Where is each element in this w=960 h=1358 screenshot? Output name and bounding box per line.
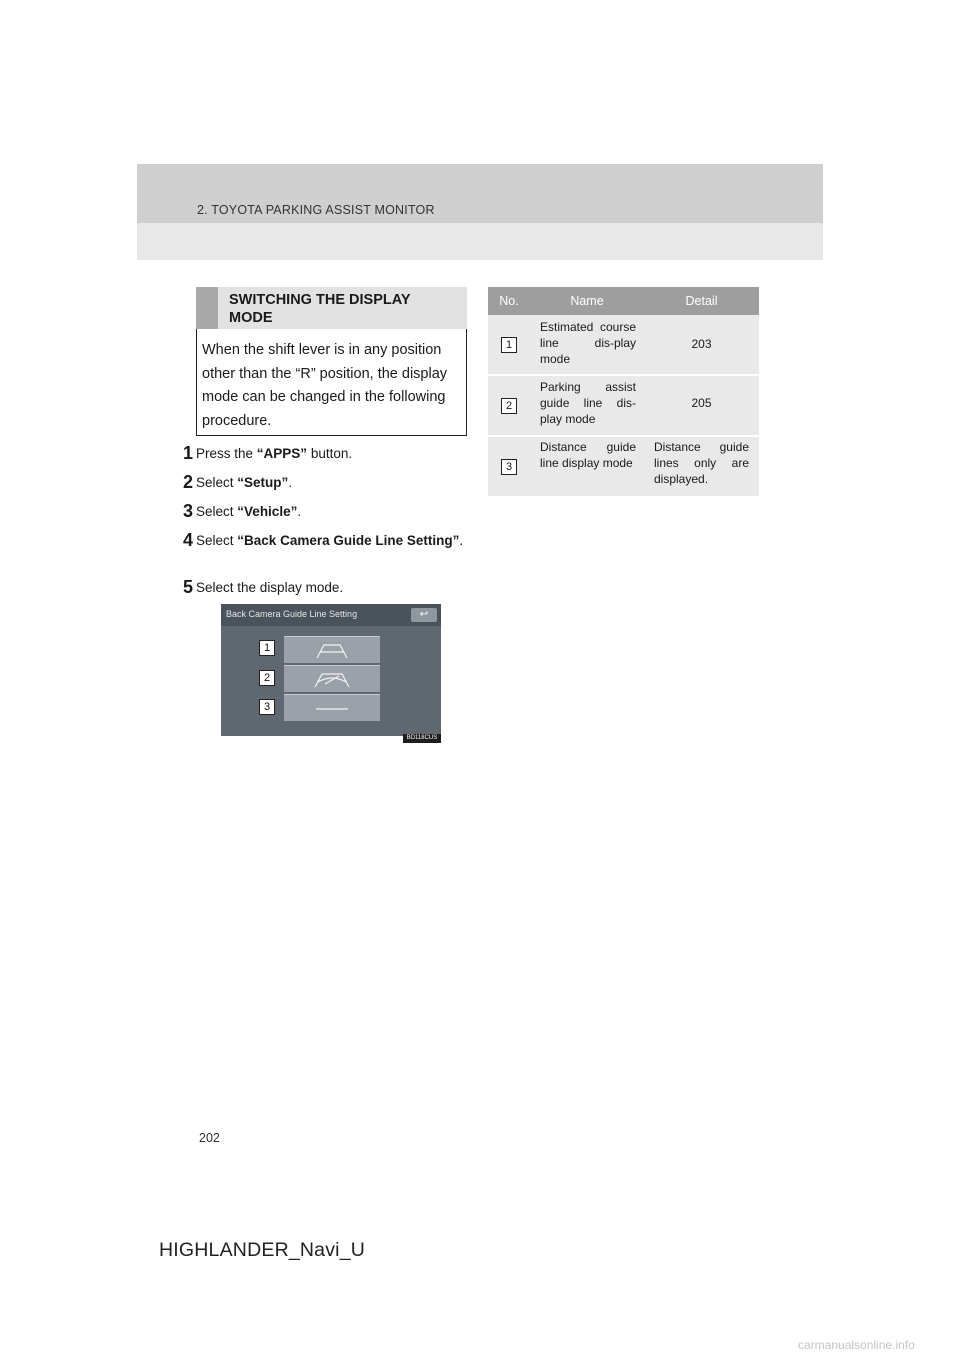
step-keyword: “Setup” <box>237 475 289 490</box>
section-body <box>196 329 467 436</box>
row-detail: 205 <box>691 396 712 410</box>
row-name: Distance guide line display mode <box>540 440 636 470</box>
table-header <box>488 287 759 315</box>
column-header-no: No. <box>499 294 519 308</box>
section-title: SWITCHING THE DISPLAY MODE <box>229 292 411 326</box>
section-body-text: When the shift lever is in any position other than the “R” position, the display mode can be changed in the following procedure. <box>202 342 448 429</box>
screen-title: Back Camera Guide Line Setting <box>226 609 358 619</box>
table-row <box>488 315 759 374</box>
row-number: 1 <box>501 337 517 353</box>
chapter-title: 2. TOYOTA PARKING ASSIST MONITOR <box>197 203 435 217</box>
step-text: button. <box>307 446 353 461</box>
section-heading <box>196 287 467 329</box>
callout-3: 3 <box>259 699 275 715</box>
step-text: Select <box>196 504 238 519</box>
step-number: 2 <box>183 472 194 492</box>
step-text: Select the display mode. <box>196 580 344 595</box>
column-header-name: Name <box>570 294 604 308</box>
section-tab-marker <box>196 287 218 329</box>
step-text: . <box>288 475 293 490</box>
step-number: 4 <box>183 530 194 550</box>
row-number-cell <box>488 376 530 435</box>
footer-label: HIGHLANDER_Navi_U <box>159 1239 366 1261</box>
parking-guide-line-icon <box>284 666 380 692</box>
table-row <box>488 376 759 435</box>
step-text: Press the <box>196 446 257 461</box>
screen-title-bar <box>221 604 441 626</box>
step-1 <box>183 443 352 464</box>
row-name: Parking assist guide line dis-play mode <box>540 380 636 426</box>
row-number-cell <box>488 437 530 496</box>
row-detail: 203 <box>691 337 712 351</box>
callout-1: 1 <box>259 640 275 656</box>
step-text: Select <box>196 475 238 490</box>
step-5 <box>183 577 343 598</box>
step-number: 1 <box>183 443 194 463</box>
step-2 <box>183 472 292 493</box>
callout-2: 2 <box>259 670 275 686</box>
step-4 <box>183 530 468 551</box>
section-box <box>196 287 467 437</box>
step-keyword: “APPS” <box>256 446 308 461</box>
row-detail: Distance guide lines only are displayed. <box>654 440 749 486</box>
estimated-course-line-option[interactable] <box>284 636 380 663</box>
row-number-cell <box>488 315 530 374</box>
step-number: 5 <box>183 577 194 597</box>
step-number: 3 <box>183 501 194 521</box>
step-keyword: “Back Camera Guide Line Setting” <box>237 533 460 548</box>
page-number: 202 <box>199 1131 220 1145</box>
table-row <box>488 437 759 496</box>
distance-guide-line-icon <box>284 695 380 721</box>
step-text: . <box>297 504 302 519</box>
return-arrow-icon[interactable]: ↩ <box>411 608 437 622</box>
course-line-icon <box>284 637 380 663</box>
step-text: Select <box>196 533 238 548</box>
row-number: 3 <box>501 459 517 475</box>
step-text: . <box>459 533 464 548</box>
step-3 <box>183 501 301 522</box>
header-band <box>137 164 823 260</box>
parking-assist-guide-line-option[interactable] <box>284 665 380 692</box>
row-name: Estimated course line dis-play mode <box>540 320 636 366</box>
distance-guide-line-option[interactable] <box>284 694 380 721</box>
guide-line-setting-screenshot <box>221 604 441 736</box>
row-number: 2 <box>501 398 517 414</box>
watermark: carmanualsonline.info <box>798 1338 915 1352</box>
column-header-detail: Detail <box>685 294 718 308</box>
figure-code: BD118CUS <box>403 734 441 743</box>
step-keyword: “Vehicle” <box>237 504 298 519</box>
